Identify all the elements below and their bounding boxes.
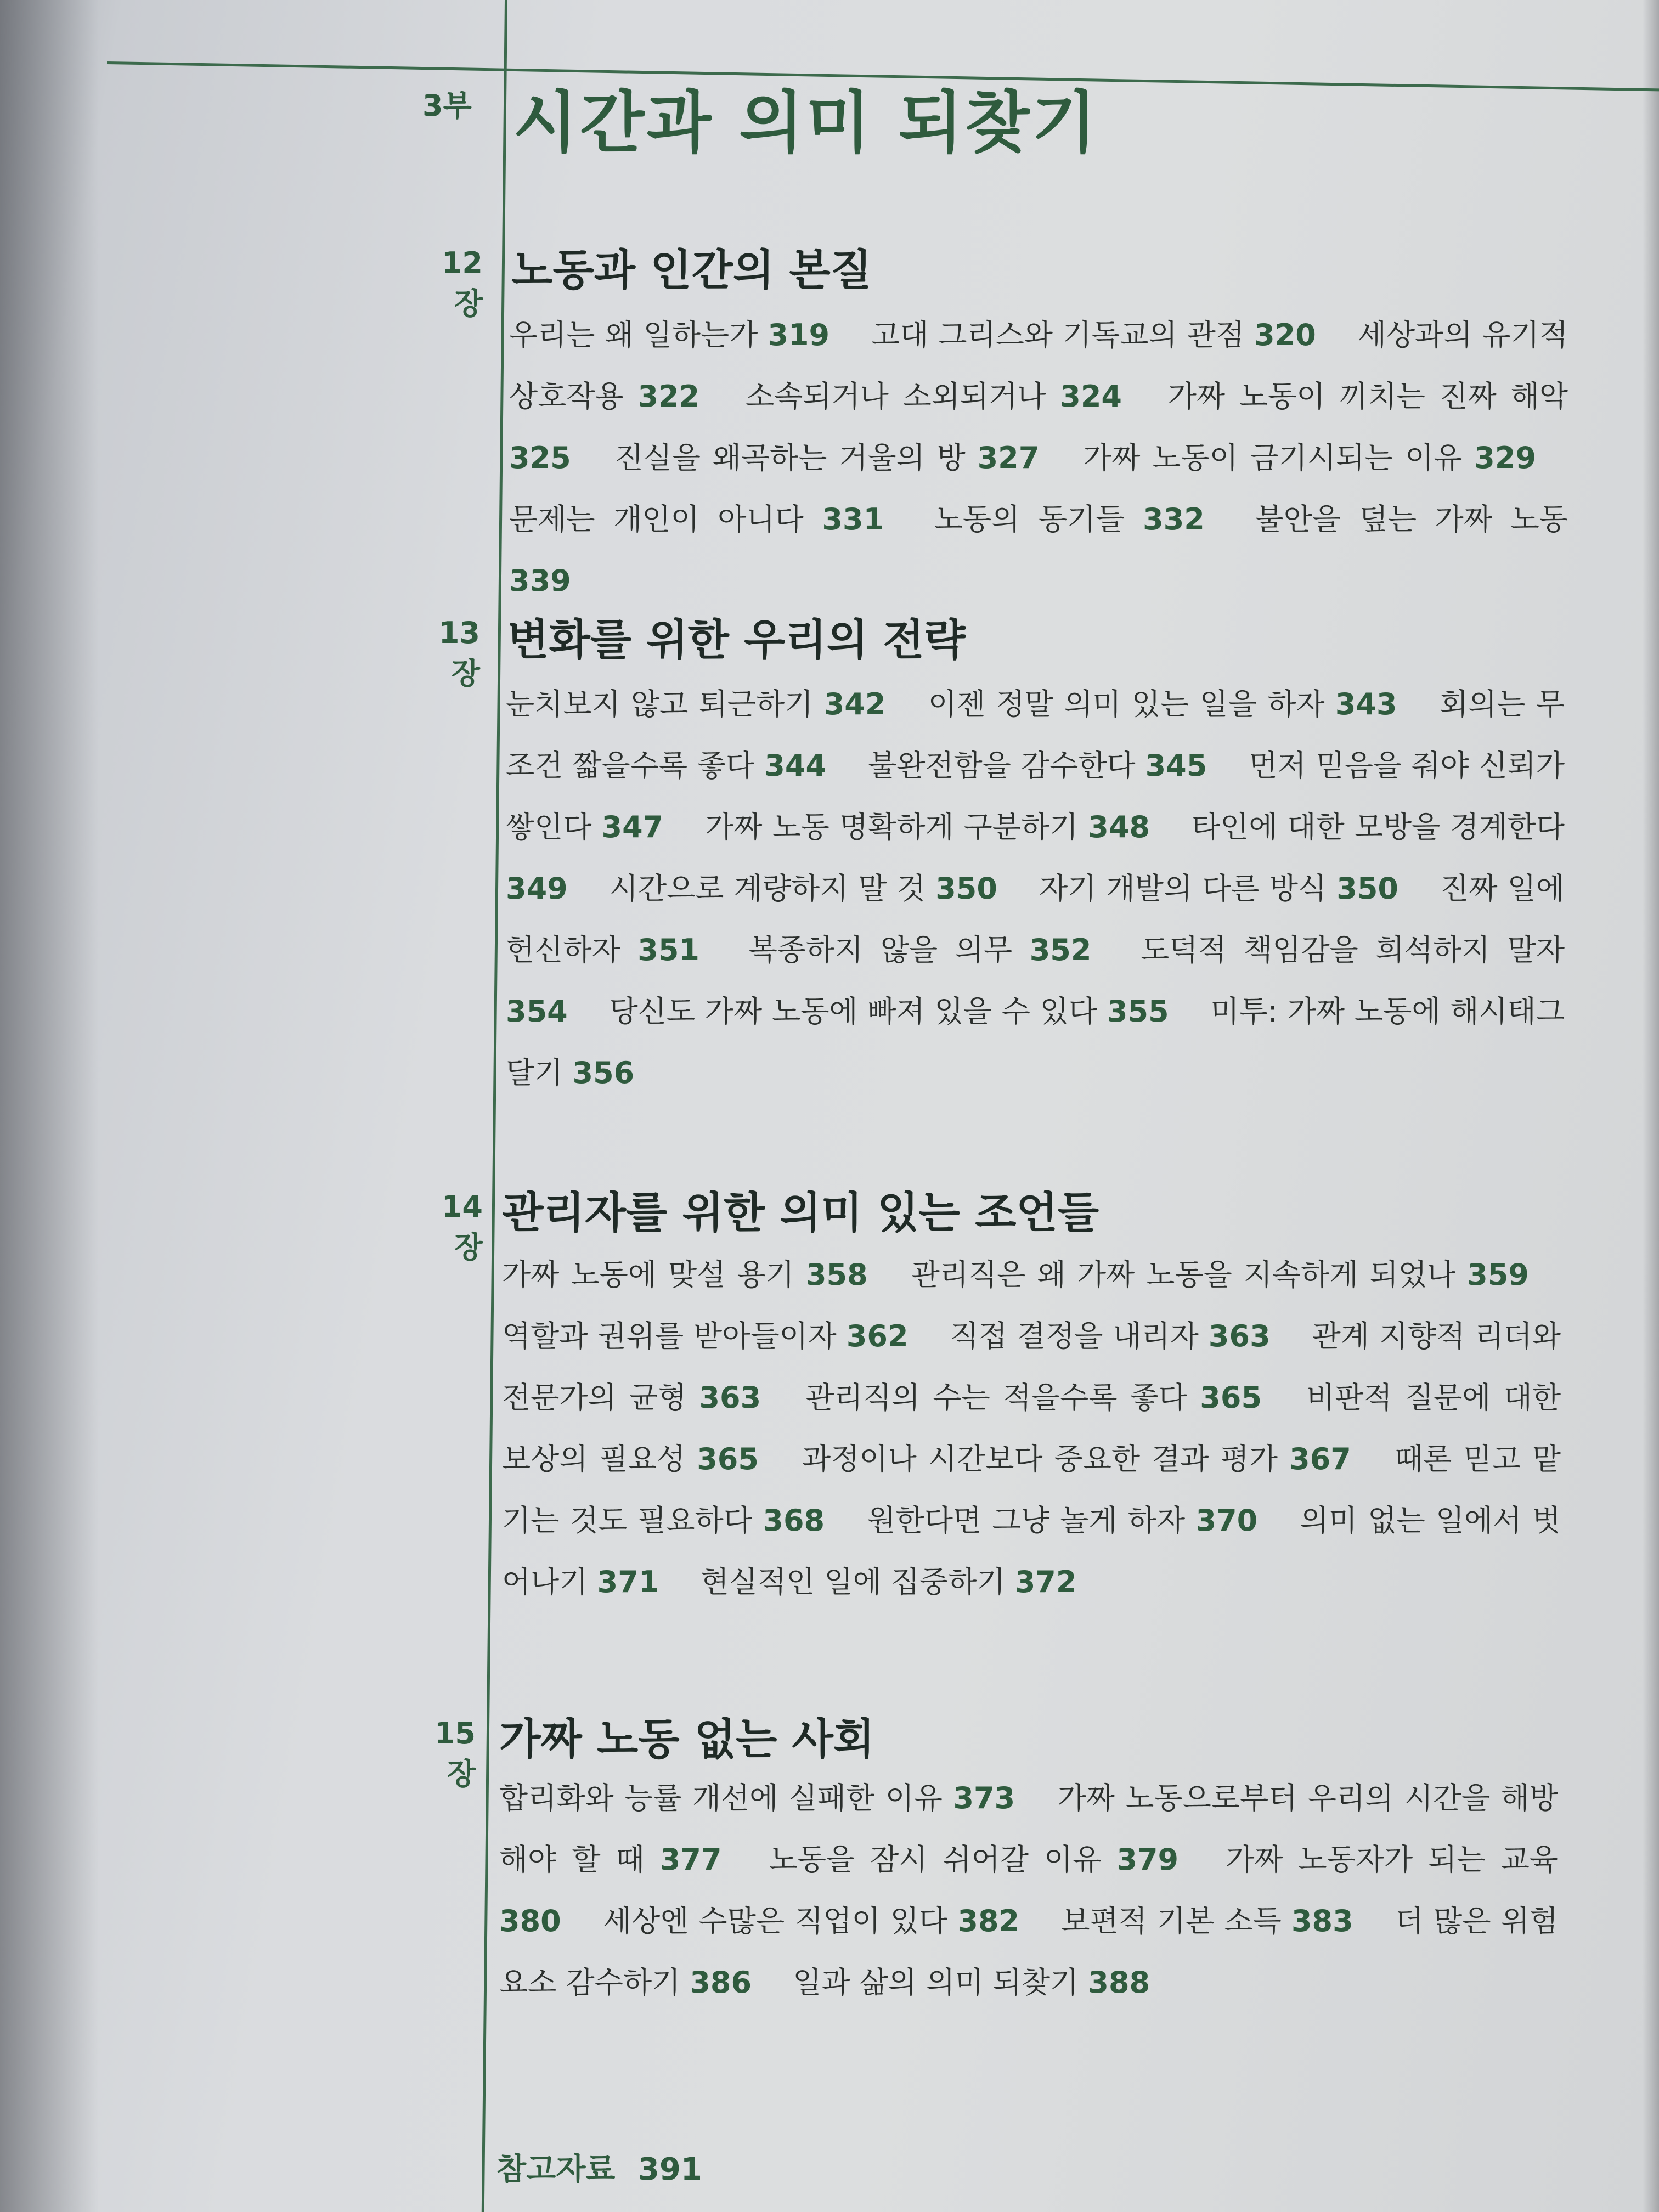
toc-entry — [928, 687, 1397, 721]
toc-entry-title: 이젠 정말 의미 있는 일을 하자 — [928, 687, 1325, 721]
toc-entry-page: 367 — [1289, 1442, 1351, 1476]
part-title: 시간과 의미 되찾기 — [513, 84, 1099, 162]
toc-entry — [871, 318, 1316, 352]
toc-entry-page: 342 — [823, 687, 886, 721]
toc-entry-page: 349 — [506, 871, 568, 906]
toc-entry-page: 322 — [637, 379, 700, 414]
toc-entry-page: 325 — [509, 441, 571, 475]
toc-entry-page: 324 — [1060, 379, 1122, 414]
toc-entry-page: 362 — [846, 1319, 909, 1353]
toc-entry-page: 331 — [822, 502, 884, 537]
chapter-number: 13장 — [438, 616, 480, 691]
toc-entry-page: 343 — [1335, 687, 1397, 721]
toc-entry-page: 347 — [601, 810, 664, 844]
toc-entry — [867, 1503, 1257, 1538]
toc-entry-page: 354 — [506, 994, 568, 1029]
toc-entry-title: 가짜 노동에 맞설 용기 — [502, 1257, 794, 1292]
toc-entry-title: 문제는 개인이 아니다 — [509, 502, 804, 537]
toc-entry-title: 과정이나 시간보다 중요한 결과 평가 — [802, 1442, 1278, 1476]
toc-entry — [502, 1319, 909, 1353]
toc-entry-title: 도덕적 책임감을 희석하지 말자 — [1141, 933, 1565, 967]
toc-entry-page: 339 — [509, 563, 571, 598]
toc-entry-title: 회의는 무조건 짧을수록 좋다 — [506, 687, 1565, 783]
chapter-entries — [506, 674, 1565, 1104]
toc-entry-title: 미투: 가짜 노동에 해시태그 달기 — [506, 994, 1565, 1090]
toc-entry — [1083, 441, 1536, 475]
page-edge-shadow — [1643, 0, 1659, 2212]
references-page: 391 — [637, 2152, 702, 2187]
toc-entry — [769, 1842, 1179, 1877]
gutter-shadow — [0, 0, 99, 2212]
toc-entry-page: 373 — [953, 1781, 1015, 1815]
toc-entry-page: 379 — [1116, 1842, 1179, 1877]
toc-entry-page: 319 — [768, 318, 830, 352]
toc-entry-title: 관리직은 왜 가짜 노동을 지속하게 되었나 — [911, 1257, 1456, 1292]
toc-entry — [610, 994, 1169, 1029]
toc-entry-title: 복종하지 않을 의무 — [748, 933, 1013, 967]
toc-entry-title: 가짜 노동 명확하게 구분하기 — [705, 810, 1079, 844]
toc-entry-title: 직접 결정을 내리자 — [950, 1319, 1199, 1353]
references-label: 참고자료 — [496, 2152, 616, 2187]
toc-entry — [793, 1965, 1150, 2000]
toc-entry-page: 329 — [1474, 441, 1537, 475]
toc-entry-title: 불완전함을 감수한다 — [868, 748, 1136, 783]
toc-entry — [868, 748, 1207, 783]
toc-entry-title: 자기 개발의 다른 방식 — [1039, 871, 1327, 906]
toc-entry-title: 시간으로 계량하지 말 것 — [609, 871, 926, 906]
chapter-entries — [502, 1244, 1561, 1613]
toc-entry-title: 우리는 왜 일하는가 — [509, 318, 758, 352]
toc-entry-page: 359 — [1467, 1257, 1529, 1292]
toc-entry-title: 소속되거나 소외되거나 — [746, 379, 1046, 414]
chapter-title: 노동과 인간의 본질 — [511, 246, 872, 295]
toc-entry-title: 때론 믿고 맡기는 것도 필요하다 — [502, 1442, 1561, 1538]
chapter-number: 14장 — [441, 1189, 483, 1265]
toc-entry-title: 가짜 노동이 끼치는 진짜 해악 — [1167, 379, 1568, 414]
toc-entry-title: 진짜 일에 헌신하자 — [506, 871, 1565, 967]
toc-entry-page: 351 — [637, 933, 699, 967]
toc-entry — [749, 933, 1092, 967]
toc-entry-title: 눈치보지 않고 퇴근하기 — [506, 687, 814, 721]
part-number: 3부 — [422, 88, 472, 123]
toc-entry-title: 관리직의 수는 적을수록 좋다 — [805, 1380, 1188, 1415]
chapter-entries — [499, 1768, 1558, 2013]
toc-entry-page: 358 — [805, 1257, 868, 1292]
toc-entry-title: 의미 없는 일에서 벗어나기 — [502, 1503, 1561, 1599]
toc-entry-title: 관계 지향적 리더와 전문가의 균형 — [502, 1319, 1561, 1415]
chapter-entries — [509, 304, 1568, 612]
toc-entry-page: 370 — [1195, 1503, 1258, 1538]
toc-entry-title: 타인에 대한 모방을 경계한다 — [1192, 810, 1565, 844]
toc-entry-page: 365 — [1200, 1380, 1262, 1415]
toc-entry-title: 더 많은 위험 요소 감수하기 — [499, 1904, 1558, 2000]
toc-entry — [701, 1565, 1077, 1599]
toc-entry-title: 먼저 믿음을 줘야 신뢰가 쌓인다 — [506, 748, 1565, 844]
toc-entry-title: 세상과의 유기적 상호작용 — [509, 318, 1568, 414]
toc-entry — [499, 1781, 1015, 1815]
toc-entry-title: 일과 삶의 의미 되찾기 — [793, 1965, 1079, 2000]
toc-entry-page: 365 — [697, 1442, 759, 1476]
toc-entry-page: 356 — [572, 1056, 635, 1090]
toc-entry — [506, 687, 885, 721]
toc-entry-title: 당신도 가짜 노동에 빠져 있을 수 있다 — [609, 994, 1098, 1029]
toc-entry-title: 가짜 노동자가 되는 교육 — [1226, 1842, 1558, 1877]
chapter-title: 관리자를 위한 의미 있는 조언들 — [502, 1188, 1099, 1238]
toc-entry-title: 보편적 기본 소득 — [1061, 1904, 1282, 1938]
toc-entry — [502, 1257, 868, 1292]
chapter-number: 12장 — [441, 246, 483, 321]
toc-entry — [509, 318, 830, 352]
toc-entry-page: 332 — [1143, 502, 1205, 537]
toc-entry-page: 377 — [659, 1842, 722, 1877]
toc-entry-page: 371 — [597, 1565, 659, 1599]
toc-entry-page: 348 — [1088, 810, 1150, 844]
toc-entry-page: 383 — [1291, 1904, 1353, 1938]
toc-entry-page: 345 — [1145, 748, 1207, 783]
toc-entry-title: 원한다면 그냥 놀게 하자 — [867, 1503, 1186, 1538]
toc-entry — [802, 1442, 1351, 1476]
toc-entry — [603, 1904, 1019, 1938]
toc-entry-title: 역할과 권위를 받아들이자 — [502, 1319, 837, 1353]
toc-entry-page: 355 — [1107, 994, 1169, 1029]
toc-entry-title: 세상엔 수많은 직업이 있다 — [602, 1904, 948, 1938]
chapter-title: 변화를 위한 우리의 전략 — [507, 616, 966, 665]
toc-entry — [746, 379, 1122, 414]
toc-entry-page: 382 — [957, 1904, 1020, 1938]
toc-entry-page: 350 — [1336, 871, 1398, 906]
chapter-number: 15장 — [434, 1716, 476, 1791]
toc-entry — [1061, 1904, 1353, 1938]
toc-entry-page: 363 — [1208, 1319, 1271, 1353]
toc-entry-page: 388 — [1088, 1965, 1150, 2000]
toc-entry-page: 327 — [977, 441, 1040, 475]
toc-entry-page: 386 — [690, 1965, 752, 2000]
toc-entry-page: 350 — [935, 871, 997, 906]
toc-entry-title: 노동의 동기들 — [934, 502, 1125, 537]
toc-entry — [934, 502, 1205, 537]
toc-entry — [509, 502, 884, 537]
toc-entry-title: 가짜 노동이 금기시되는 이유 — [1083, 441, 1463, 475]
toc-entry-page: 372 — [1014, 1565, 1077, 1599]
toc-entry-title: 가짜 노동으로부터 우리의 시간을 해방해야 할 때 — [499, 1781, 1558, 1877]
toc-entry-title: 진실을 왜곡하는 거울의 방 — [614, 441, 966, 475]
toc-entry — [615, 441, 1040, 475]
toc-entry-page: 344 — [764, 748, 827, 783]
toc-entry-page: 320 — [1254, 318, 1316, 352]
toc-entry — [911, 1257, 1529, 1292]
toc-entry-page: 368 — [763, 1503, 825, 1538]
chapter-title: 가짜 노동 없는 사회 — [499, 1715, 875, 1764]
references-entry — [496, 2145, 702, 2189]
toc-entry-title: 비판적 질문에 대한 보상의 필요성 — [502, 1380, 1561, 1476]
toc-entry — [1039, 871, 1398, 906]
toc-entry-page: 352 — [1029, 933, 1092, 967]
toc-entry-title: 노동을 잠시 쉬어갈 이유 — [769, 1842, 1102, 1877]
toc-entry-title: 현실적인 일에 집중하기 — [700, 1565, 1006, 1599]
toc-entry-title: 불안을 덮는 가짜 노동 — [1255, 502, 1568, 537]
toc-entry — [805, 1380, 1262, 1415]
toc-entry — [705, 810, 1150, 844]
toc-entry-page: 363 — [699, 1380, 761, 1415]
toc-entry — [950, 1319, 1271, 1353]
toc-entry-page: 380 — [499, 1904, 561, 1938]
toc-entry-title: 합리화와 능률 개선에 실패한 이유 — [499, 1781, 943, 1815]
toc-entry — [610, 871, 997, 906]
toc-entry-title: 고대 그리스와 기독교의 관점 — [871, 318, 1245, 352]
